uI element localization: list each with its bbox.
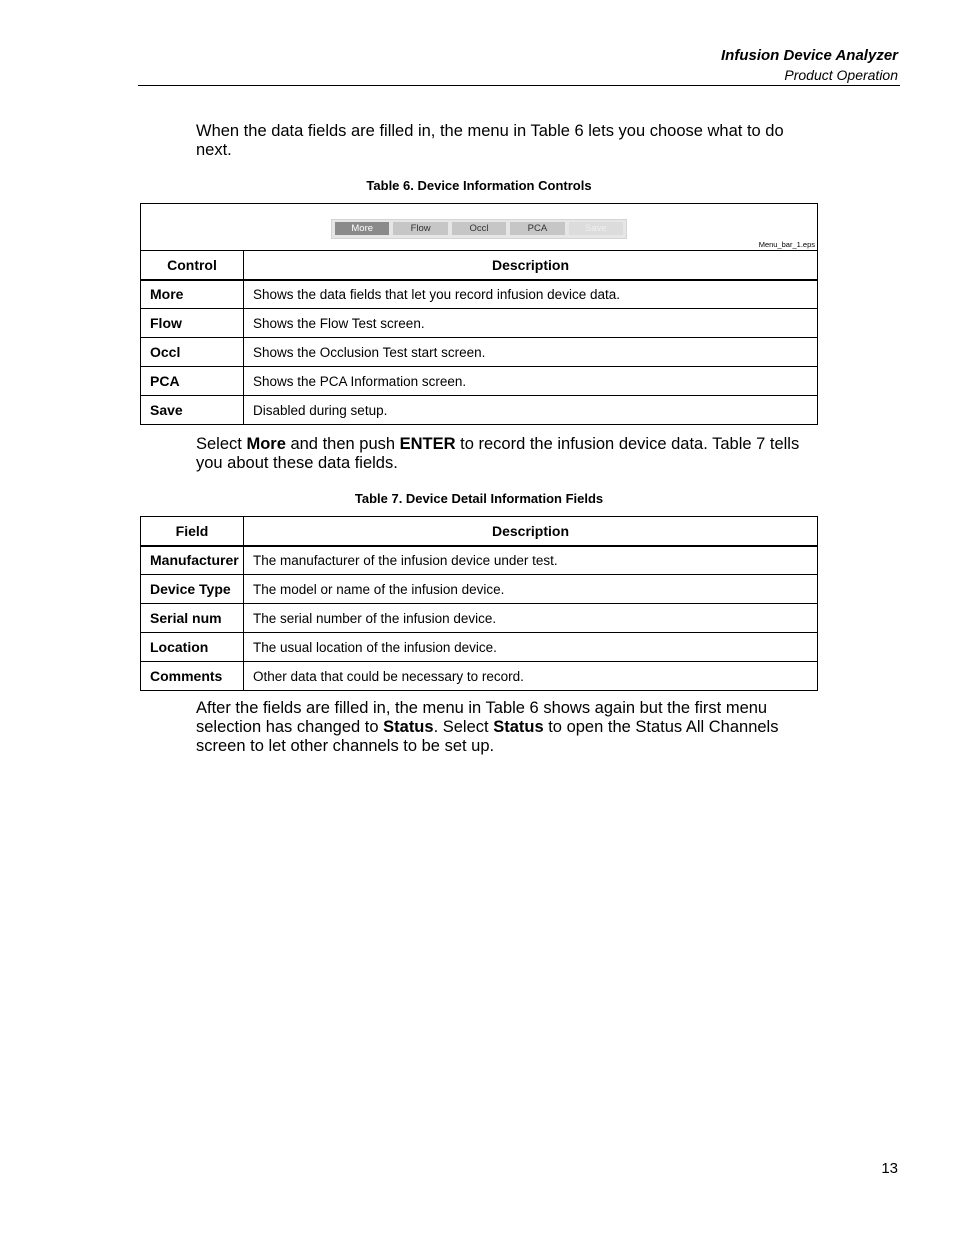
bold-term-status: Status: [383, 718, 434, 736]
control-description: Shows the PCA Information screen.: [244, 367, 818, 396]
field-name: Location: [141, 633, 244, 662]
text-run: After the fields are filled in, the menu in Table 6 shows again but the first menu selection has changed to: [196, 699, 768, 736]
figure-file-label: Menu_bar_1.eps: [758, 240, 815, 249]
table-row: [141, 280, 818, 309]
control-name: Flow: [141, 309, 244, 338]
control-name: More: [141, 280, 244, 309]
text-run: . Select: [433, 718, 494, 736]
table6-header-description: Description: [244, 251, 818, 280]
table7-caption: Table 7. Device Detail Information Fields: [354, 491, 604, 506]
field-name: Manufacturer: [141, 546, 244, 575]
intro-paragraph: When the data fields are filled in, the menu in Table 6 lets you choose what to do next.: [196, 122, 784, 159]
control-description: Shows the data fields that let you record infusion device data.: [244, 280, 818, 309]
paragraph-select-more: [196, 435, 818, 473]
text-run: and then push: [285, 435, 400, 453]
table-row: [141, 633, 818, 662]
table7-header-description: Description: [244, 517, 818, 546]
bold-term-status: Status: [493, 718, 544, 736]
menu-button-occl[interactable]: Occl: [452, 222, 506, 235]
table-row: [141, 309, 818, 338]
control-name: Occl: [141, 338, 244, 367]
control-name: Save: [141, 396, 244, 425]
text-run: to record the infusion device data. Table 7 tells you about these data fields.: [196, 435, 800, 472]
menu-bar-figure-cell: [141, 204, 818, 251]
menu-button-more[interactable]: More: [335, 222, 389, 235]
field-name: Serial num: [141, 604, 244, 633]
field-description: The serial number of the infusion device.: [244, 604, 818, 633]
control-description: Shows the Occlusion Test start screen.: [244, 338, 818, 367]
table7: [140, 516, 818, 691]
text-run: Select: [196, 435, 247, 453]
table-row: [141, 546, 818, 575]
text-run: to open the Status All Channels screen to let other channels to be set up.: [196, 718, 779, 755]
page-number: 13: [881, 1160, 898, 1177]
field-description: The manufacturer of the infusion device under test.: [244, 546, 818, 575]
table-row: [141, 575, 818, 604]
table-row: [141, 396, 818, 425]
control-description: Disabled during setup.: [244, 396, 818, 425]
bold-term-more: More: [246, 435, 286, 453]
menu-bar: [331, 219, 627, 239]
table6-header-control: Control: [141, 251, 244, 280]
header-rule: [138, 85, 900, 86]
field-name: Comments: [141, 662, 244, 691]
menu-button-flow[interactable]: Flow: [393, 222, 447, 235]
table-row: [141, 662, 818, 691]
field-description: Other data that could be necessary to record.: [244, 662, 818, 691]
menu-button-save: Save: [569, 222, 623, 235]
table-row: [141, 367, 818, 396]
table-row: [141, 338, 818, 367]
bold-term-enter: ENTER: [399, 435, 456, 453]
field-description: The usual location of the infusion device.: [244, 633, 818, 662]
running-header-subtitle: Product Operation: [784, 67, 898, 83]
paragraph-status: [196, 699, 818, 756]
table6: [140, 203, 818, 425]
control-name: PCA: [141, 367, 244, 396]
table7-header-field: Field: [141, 517, 244, 546]
field-description: The model or name of the infusion device.: [244, 575, 818, 604]
field-name: Device Type: [141, 575, 244, 604]
table6-caption: Table 6. Device Information Controls: [366, 178, 592, 193]
table-row: [141, 604, 818, 633]
menu-button-pca[interactable]: PCA: [510, 222, 564, 235]
running-header-title: Infusion Device Analyzer: [721, 47, 898, 64]
control-description: Shows the Flow Test screen.: [244, 309, 818, 338]
